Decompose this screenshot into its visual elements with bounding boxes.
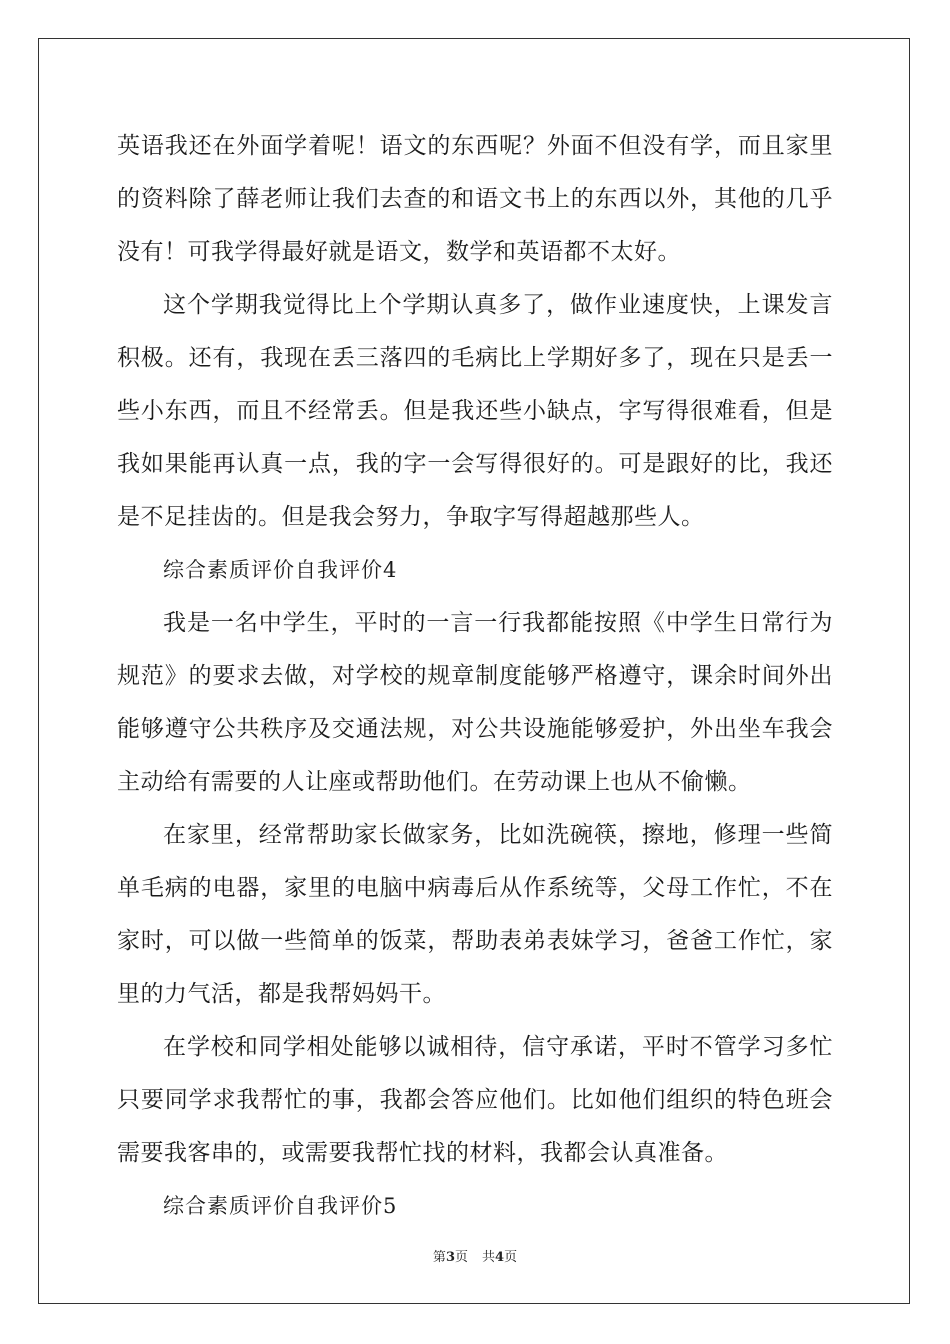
- section-heading: 综合素质评价自我评价4: [163, 558, 398, 582]
- page-current: 3: [445, 1250, 455, 1265]
- page-total: 4: [495, 1250, 505, 1265]
- total-prefix: 共: [482, 1250, 496, 1265]
- page-footer: [0, 1246, 950, 1265]
- paragraph: 在学校和同学相处能够以诚相待，信守承诺，平时不管学习多忙只要同学求我帮忙的事，我都会答应他们。比如他们组织的特色班会需要我客串的，或需要我帮忙找的材料，我都会认真准备。: [117, 1034, 833, 1166]
- page-prefix: 第: [432, 1250, 446, 1265]
- section-heading: 综合素质评价自我评价5: [163, 1194, 398, 1218]
- paragraph: 在家里，经常帮助家长做家务，比如洗碗筷，擦地，修理一些简单毛病的电器，家里的电脑中病毒后从作系统等，父母工作忙，不在家时，可以做一些简单的饭菜，帮助表弟表妹学习，爸爸工作忙，家里的力气活，都是我帮妈妈干。: [117, 822, 833, 1007]
- paragraph: 我是一名中学生，平时的一言一行我都能按照《中学生日常行为规范》的要求去做，对学校的规章制度能够严格遵守，课余时间外出能够遵守公共秩序及交通法规，对公共设施能够爱护，外出坐车我会主动给有需要的人让座或帮助他们。在劳动课上也从不偷懒。: [117, 610, 833, 795]
- paragraph: 这个学期我觉得比上个学期认真多了，做作业速度快，上课发言积极。还有，我现在丢三落四的毛病比上学期好多了，现在只是丢一些小东西，而且不经常丢。但是我还些小缺点，字写得很难看，但是我如果能再认真一点，我的字一会写得很好的。可是跟好的比，我还是不足挂齿的。但是我会努力，争取字写得超越那些人。: [117, 292, 833, 530]
- page-suffix: 页: [454, 1250, 468, 1265]
- paragraph: 英语我还在外面学着呢！语文的东西呢？外面不但没有学，而且家里的资料除了薛老师让我们去查的和语文书上的东西以外，其他的几乎没有！可我学得最好就是语文，数学和英语都不太好。: [117, 133, 833, 265]
- total-suffix: 页: [504, 1250, 518, 1265]
- document-body: [117, 120, 833, 1233]
